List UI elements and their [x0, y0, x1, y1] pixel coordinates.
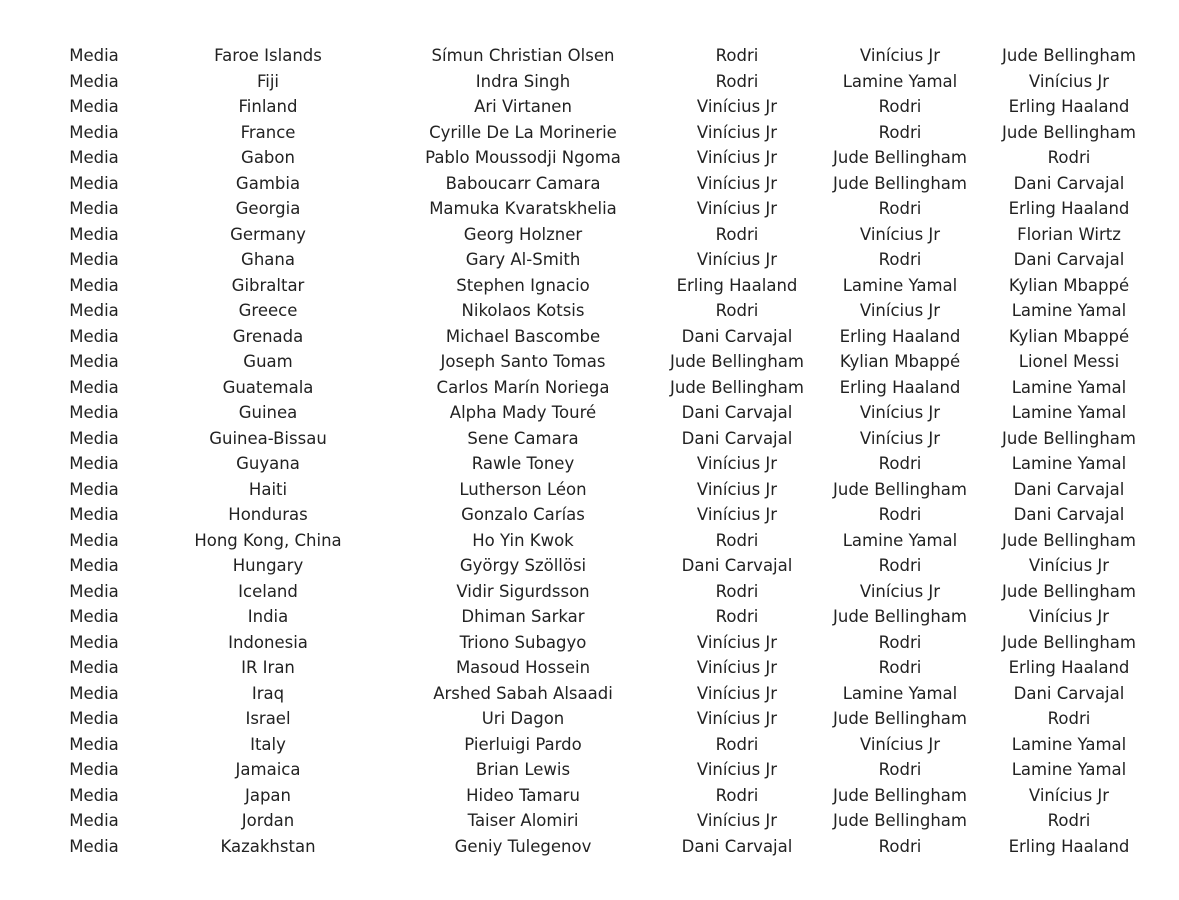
category-cell: Media: [69, 97, 119, 116]
voter-cell: Brian Lewis: [475, 760, 571, 779]
table-row: [0, 528, 1179, 554]
country-cell: Finland: [238, 97, 298, 116]
third-choice-cell: Dani Carvajal: [1013, 683, 1125, 703]
second-choice-cell: Lamine Yamal: [842, 530, 958, 550]
table-row: [0, 757, 1179, 783]
voter-cell: Nikolaos Kotsis: [461, 301, 585, 320]
third-choice-cell: Erling Haaland: [1008, 199, 1130, 218]
table-row: [0, 273, 1179, 299]
category-cell: Media: [69, 46, 119, 65]
first-choice-cell: Dani Carvajal: [681, 836, 793, 856]
country-cell: Iceland: [238, 581, 298, 601]
first-choice-cell: Rodri: [715, 224, 759, 244]
second-choice-cell: Rodri: [878, 505, 922, 524]
second-choice-cell: Vinícius Jr: [859, 734, 941, 754]
table-row: [0, 706, 1179, 732]
category-cell: Media: [69, 607, 119, 626]
voter-cell: Geniy Tulegenov: [454, 836, 592, 856]
second-choice-cell: Rodri: [878, 632, 922, 652]
voter-cell: Símun Christian Olsen: [431, 46, 615, 65]
first-choice-cell: Vinícius Jr: [696, 505, 778, 524]
voter-cell: Dhiman Sarkar: [461, 607, 585, 626]
table-row: [0, 69, 1179, 95]
country-cell: Italy: [250, 734, 286, 754]
country-cell: IR Iran: [241, 658, 295, 677]
first-choice-cell: Vinícius Jr: [696, 199, 778, 218]
second-choice-cell: Rodri: [878, 122, 922, 142]
table-row: [0, 171, 1179, 197]
voter-cell: György Szöllösi: [459, 556, 587, 575]
second-choice-cell: Erling Haaland: [839, 377, 961, 397]
voter-cell: Baboucarr Camara: [445, 173, 601, 193]
first-choice-cell: Vinícius Jr: [696, 811, 778, 830]
table-row: [0, 655, 1179, 681]
country-cell: Guinea: [238, 403, 298, 422]
category-cell: Media: [69, 122, 119, 142]
first-choice-cell: Vinícius Jr: [696, 632, 778, 652]
third-choice-cell: Erling Haaland: [1008, 836, 1130, 856]
third-choice-cell: Kylian Mbappé: [1008, 326, 1130, 346]
category-cell: Media: [69, 224, 119, 244]
country-cell: Haiti: [248, 479, 288, 499]
third-choice-cell: Lamine Yamal: [1011, 403, 1127, 422]
category-cell: Media: [69, 479, 119, 499]
first-choice-cell: Rodri: [715, 46, 759, 65]
voter-cell: Carlos Marín Noriega: [436, 377, 610, 397]
first-choice-cell: Dani Carvajal: [681, 428, 793, 448]
third-choice-cell: Erling Haaland: [1008, 658, 1130, 677]
voter-cell: Ho Yin Kwok: [472, 530, 574, 550]
category-cell: Media: [69, 326, 119, 346]
category-cell: Media: [69, 352, 119, 371]
voter-cell: Vidir Sigurdsson: [456, 581, 590, 601]
category-cell: Media: [69, 683, 119, 703]
table-row: [0, 94, 1179, 120]
voter-cell: Indra Singh: [475, 71, 571, 91]
table-row: [0, 732, 1179, 758]
table-row: [0, 145, 1179, 171]
country-cell: Greece: [238, 301, 298, 320]
second-choice-cell: Vinícius Jr: [859, 301, 941, 320]
second-choice-cell: Kylian Mbappé: [839, 352, 961, 371]
third-choice-cell: Erling Haaland: [1008, 97, 1130, 116]
first-choice-cell: Vinícius Jr: [696, 658, 778, 677]
country-cell: India: [247, 607, 289, 626]
third-choice-cell: Rodri: [1047, 148, 1091, 167]
voter-cell: Masoud Hossein: [455, 658, 591, 677]
second-choice-cell: Jude Bellingham: [833, 811, 967, 830]
category-cell: Media: [69, 250, 119, 269]
table-row: [0, 630, 1179, 656]
third-choice-cell: Vinícius Jr: [1028, 71, 1110, 91]
country-cell: Germany: [230, 224, 306, 244]
table-row: [0, 477, 1179, 503]
first-choice-cell: Vinícius Jr: [696, 173, 778, 193]
third-choice-cell: Lamine Yamal: [1011, 377, 1127, 397]
second-choice-cell: Rodri: [878, 556, 922, 575]
country-cell: Guatemala: [222, 377, 314, 397]
third-choice-cell: Lamine Yamal: [1011, 734, 1127, 754]
country-cell: Iraq: [251, 683, 285, 703]
second-choice-cell: Vinícius Jr: [859, 46, 941, 65]
voter-cell: Arshed Sabah Alsaadi: [433, 683, 613, 703]
voter-cell: Joseph Santo Tomas: [440, 352, 606, 371]
second-choice-cell: Jude Bellingham: [833, 148, 967, 167]
second-choice-cell: Lamine Yamal: [842, 71, 958, 91]
second-choice-cell: Rodri: [878, 250, 922, 269]
table-row: [0, 579, 1179, 605]
country-cell: Gambia: [235, 173, 301, 193]
third-choice-cell: Lamine Yamal: [1011, 760, 1127, 779]
third-choice-cell: Vinícius Jr: [1028, 785, 1110, 805]
country-cell: Fiji: [256, 71, 280, 91]
voter-cell: Triono Subagyo: [459, 632, 587, 652]
first-choice-cell: Dani Carvajal: [681, 403, 793, 422]
voter-cell: Stephen Ignacio: [456, 275, 590, 295]
country-cell: Georgia: [235, 199, 301, 218]
category-cell: Media: [69, 785, 119, 805]
category-cell: Media: [69, 505, 119, 524]
first-choice-cell: Rodri: [715, 581, 759, 601]
first-choice-cell: Jude Bellingham: [670, 377, 804, 397]
second-choice-cell: Rodri: [878, 199, 922, 218]
category-cell: Media: [69, 403, 119, 422]
table-row: [0, 681, 1179, 707]
category-cell: Media: [69, 632, 119, 652]
first-choice-cell: Vinícius Jr: [696, 250, 778, 269]
table-row: [0, 222, 1179, 248]
third-choice-cell: Lamine Yamal: [1011, 454, 1127, 473]
voter-cell: Cyrille De La Morinerie: [429, 122, 617, 142]
second-choice-cell: Vinícius Jr: [859, 581, 941, 601]
voter-cell: Ari Virtanen: [474, 97, 572, 116]
category-cell: Media: [69, 71, 119, 91]
country-cell: Kazakhstan: [220, 836, 316, 856]
table-row: [0, 783, 1179, 809]
third-choice-cell: Dani Carvajal: [1013, 479, 1125, 499]
voter-cell: Uri Dagon: [481, 709, 565, 728]
table-row: [0, 349, 1179, 375]
first-choice-cell: Vinícius Jr: [696, 97, 778, 116]
first-choice-cell: Rodri: [715, 301, 759, 320]
category-cell: Media: [69, 275, 119, 295]
country-cell: Ghana: [241, 250, 295, 269]
category-cell: Media: [69, 734, 119, 754]
first-choice-cell: Rodri: [715, 785, 759, 805]
first-choice-cell: Dani Carvajal: [681, 326, 793, 346]
category-cell: Media: [69, 301, 119, 320]
table-row: [0, 196, 1179, 222]
first-choice-cell: Vinícius Jr: [696, 122, 778, 142]
first-choice-cell: Rodri: [715, 607, 759, 626]
country-cell: France: [240, 122, 296, 142]
second-choice-cell: Jude Bellingham: [833, 173, 967, 193]
first-choice-cell: Dani Carvajal: [681, 556, 793, 575]
category-cell: Media: [69, 428, 119, 448]
category-cell: Media: [69, 148, 119, 167]
first-choice-cell: Rodri: [715, 71, 759, 91]
first-choice-cell: Vinícius Jr: [696, 454, 778, 473]
voter-cell: Gonzalo Carías: [461, 505, 585, 524]
first-choice-cell: Vinícius Jr: [696, 148, 778, 167]
country-cell: Indonesia: [228, 632, 308, 652]
third-choice-cell: Dani Carvajal: [1013, 250, 1125, 269]
second-choice-cell: Rodri: [878, 658, 922, 677]
table-row: [0, 43, 1179, 69]
first-choice-cell: Jude Bellingham: [670, 352, 804, 371]
category-cell: Media: [69, 556, 119, 575]
first-choice-cell: Erling Haaland: [676, 275, 798, 295]
second-choice-cell: Rodri: [878, 836, 922, 856]
second-choice-cell: Jude Bellingham: [833, 479, 967, 499]
country-cell: Grenada: [232, 326, 304, 346]
table-row: [0, 375, 1179, 401]
third-choice-cell: Lionel Messi: [1018, 352, 1120, 371]
third-choice-cell: Vinícius Jr: [1028, 556, 1110, 575]
third-choice-cell: Vinícius Jr: [1028, 607, 1110, 626]
second-choice-cell: Vinícius Jr: [859, 403, 941, 422]
third-choice-cell: Dani Carvajal: [1013, 173, 1125, 193]
first-choice-cell: Rodri: [715, 530, 759, 550]
category-cell: Media: [69, 454, 119, 473]
country-cell: Honduras: [228, 505, 308, 524]
second-choice-cell: Erling Haaland: [839, 326, 961, 346]
table-row: [0, 120, 1179, 146]
category-cell: Media: [69, 760, 119, 779]
first-choice-cell: Rodri: [715, 734, 759, 754]
third-choice-cell: Jude Bellingham: [1002, 428, 1136, 448]
third-choice-cell: Kylian Mbappé: [1008, 275, 1130, 295]
second-choice-cell: Lamine Yamal: [842, 683, 958, 703]
third-choice-cell: Jude Bellingham: [1002, 122, 1136, 142]
category-cell: Media: [69, 173, 119, 193]
table-row: [0, 553, 1179, 579]
voter-cell: Michael Bascombe: [445, 326, 601, 346]
voter-cell: Alpha Mady Touré: [449, 403, 597, 422]
voter-cell: Georg Holzner: [463, 224, 583, 244]
country-cell: Jamaica: [235, 760, 301, 779]
voter-cell: Mamuka Kvaratskhelia: [429, 199, 617, 218]
second-choice-cell: Vinícius Jr: [859, 428, 941, 448]
table-row: [0, 298, 1179, 324]
voter-cell: Hideo Tamaru: [466, 785, 580, 805]
third-choice-cell: Jude Bellingham: [1002, 530, 1136, 550]
voter-cell: Pablo Moussodji Ngoma: [425, 148, 621, 167]
second-choice-cell: Rodri: [878, 760, 922, 779]
third-choice-cell: Jude Bellingham: [1002, 46, 1136, 65]
third-choice-cell: Rodri: [1047, 811, 1091, 830]
country-cell: Jordan: [241, 811, 295, 830]
category-cell: Media: [69, 377, 119, 397]
category-cell: Media: [69, 709, 119, 728]
country-cell: Faroe Islands: [214, 46, 322, 65]
third-choice-cell: Jude Bellingham: [1002, 632, 1136, 652]
table-row: [0, 400, 1179, 426]
third-choice-cell: Jude Bellingham: [1002, 581, 1136, 601]
third-choice-cell: Rodri: [1047, 709, 1091, 728]
second-choice-cell: Rodri: [878, 454, 922, 473]
country-cell: Japan: [244, 785, 292, 805]
second-choice-cell: Jude Bellingham: [833, 607, 967, 626]
country-cell: Guinea-Bissau: [209, 428, 327, 448]
country-cell: Gibraltar: [231, 275, 305, 295]
country-cell: Hong Kong, China: [194, 530, 342, 550]
first-choice-cell: Vinícius Jr: [696, 709, 778, 728]
category-cell: Media: [69, 530, 119, 550]
second-choice-cell: Jude Bellingham: [833, 709, 967, 728]
table-row: [0, 808, 1179, 834]
second-choice-cell: Jude Bellingham: [833, 785, 967, 805]
voter-cell: Gary Al-Smith: [465, 250, 581, 269]
category-cell: Media: [69, 581, 119, 601]
third-choice-cell: Lamine Yamal: [1011, 301, 1127, 320]
second-choice-cell: Rodri: [878, 97, 922, 116]
table-row: [0, 426, 1179, 452]
first-choice-cell: Vinícius Jr: [696, 760, 778, 779]
voter-cell: Taiser Alomiri: [467, 811, 579, 830]
table-row: [0, 451, 1179, 477]
country-cell: Israel: [245, 709, 291, 728]
second-choice-cell: Vinícius Jr: [859, 224, 941, 244]
country-cell: Guyana: [236, 454, 300, 473]
first-choice-cell: Vinícius Jr: [696, 479, 778, 499]
third-choice-cell: Dani Carvajal: [1013, 505, 1125, 524]
voter-cell: Pierluigi Pardo: [464, 734, 582, 754]
category-cell: Media: [69, 658, 119, 677]
country-cell: Guam: [243, 352, 293, 371]
category-cell: Media: [69, 811, 119, 830]
third-choice-cell: Florian Wirtz: [1017, 224, 1121, 244]
category-cell: Media: [69, 199, 119, 218]
country-cell: Gabon: [241, 148, 295, 167]
voter-cell: Lutherson Léon: [459, 479, 587, 499]
category-cell: Media: [69, 836, 119, 856]
voter-cell: Sene Camara: [467, 428, 579, 448]
table-row: [0, 502, 1179, 528]
table-row: [0, 834, 1179, 860]
table-row: [0, 604, 1179, 630]
voter-cell: Rawle Toney: [471, 454, 575, 473]
table-row: [0, 324, 1179, 350]
table-row: [0, 247, 1179, 273]
country-cell: Hungary: [232, 556, 304, 575]
first-choice-cell: Vinícius Jr: [696, 683, 778, 703]
second-choice-cell: Lamine Yamal: [842, 275, 958, 295]
